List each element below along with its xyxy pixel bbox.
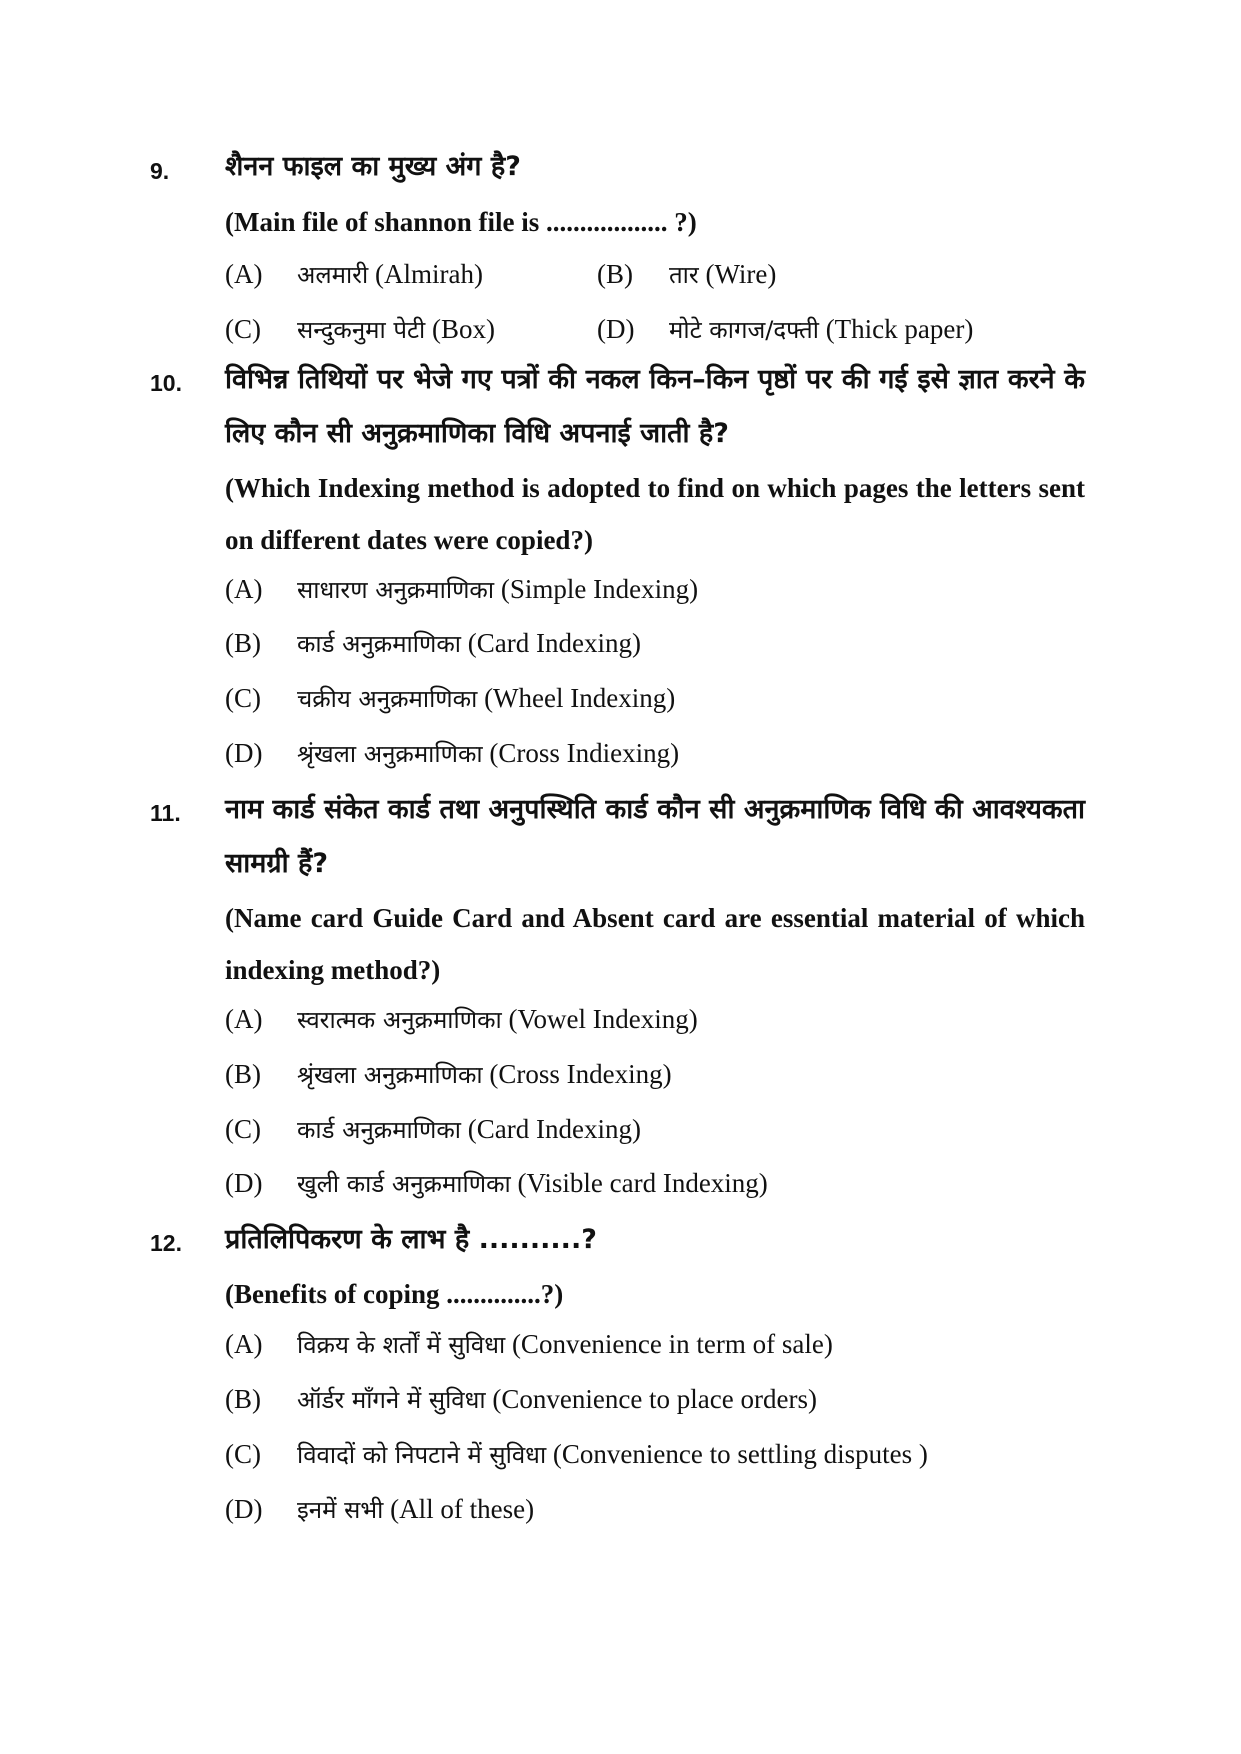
option-text-english: (Almirah) xyxy=(374,259,483,289)
option-b xyxy=(597,258,776,291)
question-text-english: (Main file of shannon file is .................. ?) xyxy=(225,207,697,237)
option-c xyxy=(225,313,495,346)
option-text-english: (Thick paper) xyxy=(825,314,974,344)
option-text-hindi: ऑर्डर माँगने में सुविधा xyxy=(297,1386,486,1414)
option-text-hindi: विवादों को निपटाने में सुविधा xyxy=(297,1441,547,1469)
option-b xyxy=(225,627,641,660)
option-text-hindi: अलमारी xyxy=(297,261,369,289)
option-text-hindi: खुली कार्ड अनुक्रमाणिका xyxy=(297,1170,511,1198)
option-d xyxy=(225,737,679,770)
option-a xyxy=(225,1328,833,1361)
option-text-hindi: चक्रीय अनुक्रमाणिका xyxy=(297,685,478,713)
option-text-hindi: कार्ड अनुक्रमाणिका xyxy=(297,630,461,658)
option-label: (A) xyxy=(225,574,263,604)
option-text-hindi: तार xyxy=(669,261,699,289)
option-label: (D) xyxy=(225,1494,263,1524)
option-label: (C) xyxy=(225,314,261,344)
option-text-english: (Convenience to settling disputes ) xyxy=(552,1439,928,1469)
option-text-hindi: इनमें सभी xyxy=(297,1496,384,1524)
option-b xyxy=(225,1383,817,1416)
option-text-hindi: श्रृंखला अनुक्रमाणिका xyxy=(297,1061,483,1089)
option-label: (B) xyxy=(225,1059,261,1089)
question-text-hindi: शैनन फाइल का मुख्य अंग है? xyxy=(225,151,521,182)
option-a xyxy=(225,258,483,291)
option-d xyxy=(225,1167,768,1200)
question-number: 11. xyxy=(150,800,181,826)
option-text-hindi: सन्दुकनुमा पेटी xyxy=(297,316,426,344)
option-label: (A) xyxy=(225,1329,263,1359)
option-label: (C) xyxy=(225,683,261,713)
option-text-english: (Simple Indexing) xyxy=(500,574,699,604)
option-text-hindi: मोटे कागज/दफ्ती xyxy=(669,316,819,344)
option-d xyxy=(225,1493,534,1526)
question-number: 10. xyxy=(150,370,182,396)
option-text-english: (Wheel Indexing) xyxy=(484,683,676,713)
option-label: (A) xyxy=(225,259,263,289)
option-label: (C) xyxy=(225,1439,261,1469)
option-text-hindi: साधारण अनुक्रमाणिका xyxy=(297,576,495,604)
option-label: (C) xyxy=(225,1114,261,1144)
question-text-hindi: नाम कार्ड संकेत कार्ड तथा अनुपस्थिति कार्ड कौन सी अनुक्रमाणिक विधि की आवश्यकता सामग्री हैं? xyxy=(225,794,1085,879)
question-number: 9. xyxy=(150,158,170,184)
option-c xyxy=(225,682,675,715)
option-label: (D) xyxy=(225,738,263,768)
option-text-english: (All of these) xyxy=(390,1494,535,1524)
option-text-english: (Convenience to place orders) xyxy=(492,1384,817,1414)
option-text-english: (Cross Indexing) xyxy=(489,1059,672,1089)
option-text-hindi: श्रृंखला अनुक्रमाणिका xyxy=(297,740,483,768)
option-text-hindi: कार्ड अनुक्रमाणिका xyxy=(297,1116,461,1144)
question-text-english: (Benefits of coping ..............?) xyxy=(225,1279,564,1309)
option-text-english: (Box) xyxy=(432,314,496,344)
option-text-hindi: विक्रय के शर्तों में सुविधा xyxy=(297,1331,506,1359)
option-c xyxy=(225,1438,928,1471)
option-label: (B) xyxy=(225,628,261,658)
question-number: 12. xyxy=(150,1230,182,1256)
option-text-english: (Convenience in term of sale) xyxy=(511,1329,833,1359)
option-label: (B) xyxy=(597,259,633,289)
option-text-english: (Wire) xyxy=(705,259,777,289)
question-text-hindi: विभिन्न तिथियों पर भेजे गए पत्रों की नकल किन–किन पृष्ठों पर की गई इसे ज्ञात करने के लिए कौन सी अनुक्रमाणिका विधि अपनाई जाती है? xyxy=(225,364,1085,449)
option-text-english: (Visible card Indexing) xyxy=(517,1168,768,1198)
question-text-english: (Which Indexing method is adopted to find on which pages the letters sent on different dates were copied?) xyxy=(225,473,1085,555)
option-label: (B) xyxy=(225,1384,261,1414)
option-b xyxy=(225,1058,672,1091)
option-text-english: (Cross Indiexing) xyxy=(489,738,680,768)
question-text-hindi: प्रतिलिपिकरण के लाभ है ..........? xyxy=(225,1224,597,1255)
question-text-english: (Name card Guide Card and Absent card are essential material of which indexing method?) xyxy=(225,903,1085,985)
option-c xyxy=(225,1113,641,1146)
option-text-english: (Card Indexing) xyxy=(467,1114,641,1144)
option-label: (D) xyxy=(597,314,635,344)
option-a xyxy=(225,573,698,606)
option-label: (D) xyxy=(225,1168,263,1198)
option-d xyxy=(597,313,973,346)
option-text-hindi: स्वरात्मक अनुक्रमाणिका xyxy=(297,1006,502,1034)
option-label: (A) xyxy=(225,1004,263,1034)
option-text-english: (Card Indexing) xyxy=(467,628,641,658)
option-text-english: (Vowel Indexing) xyxy=(508,1004,698,1034)
option-a xyxy=(225,1003,698,1036)
